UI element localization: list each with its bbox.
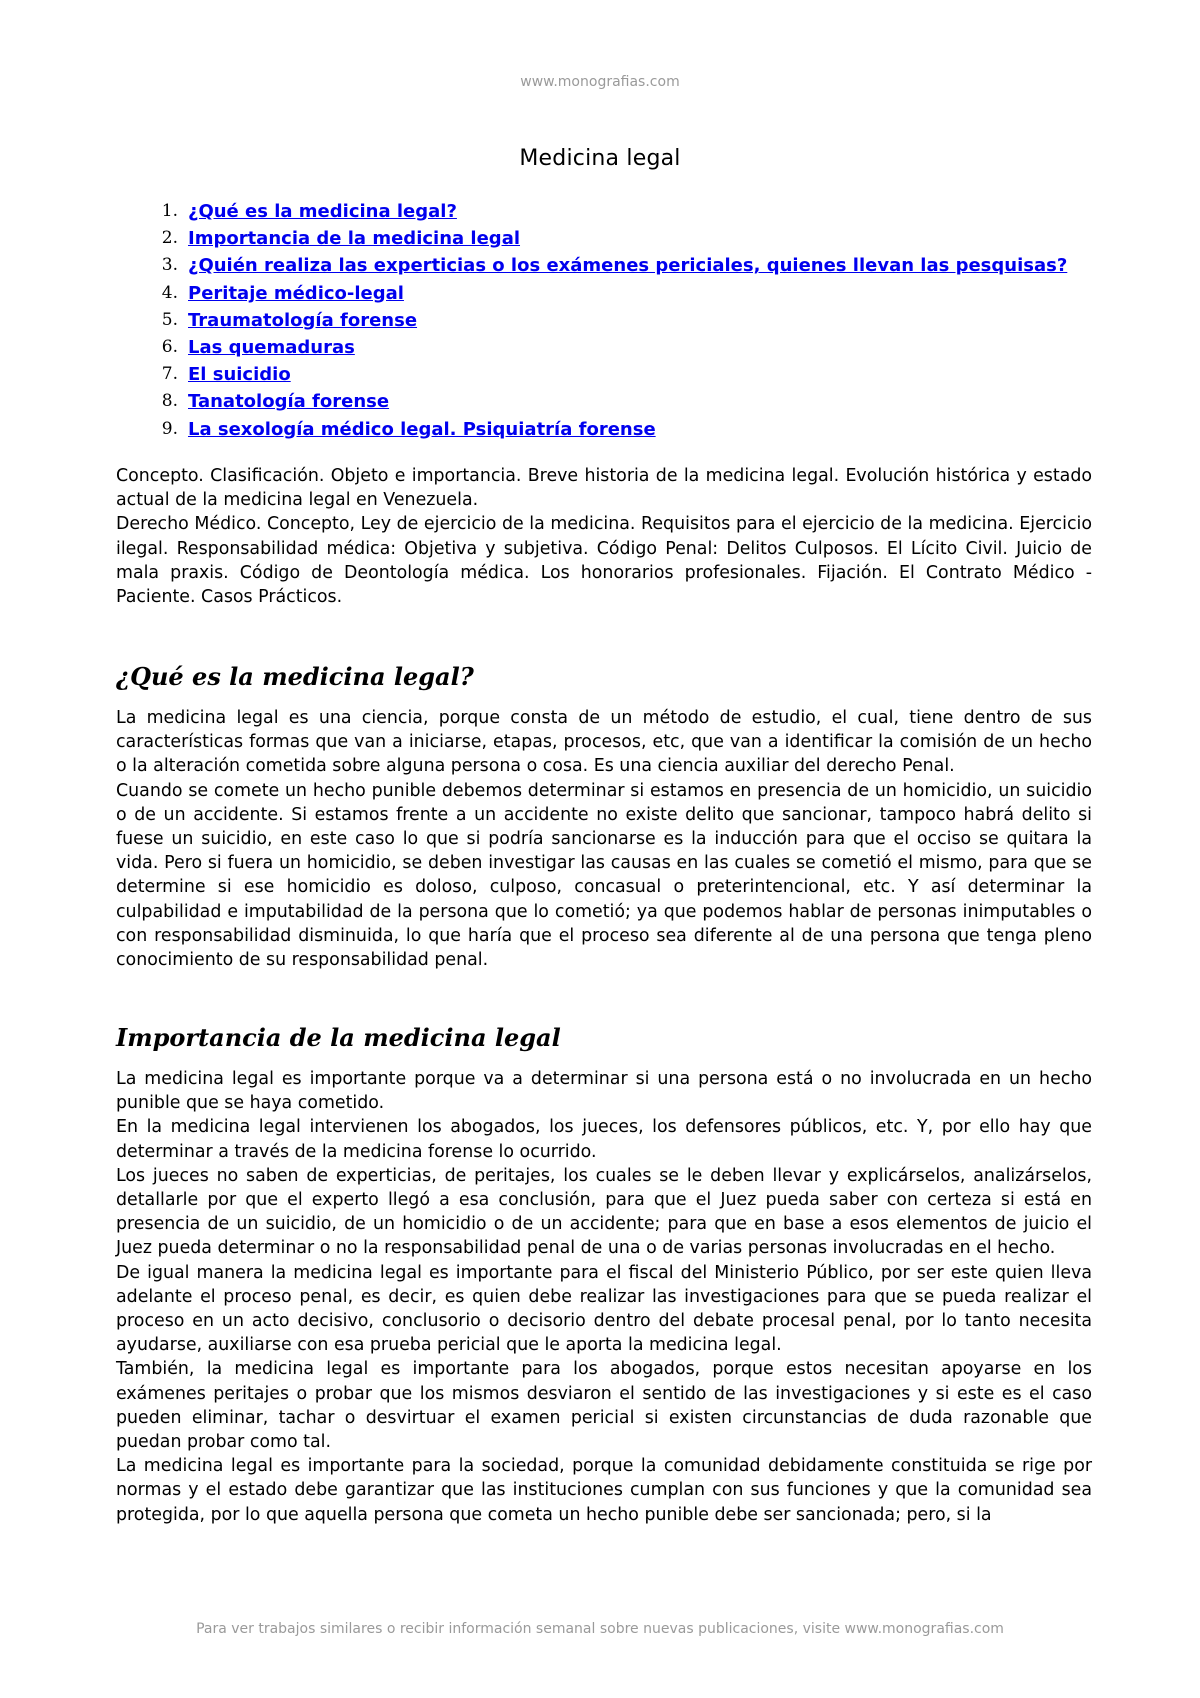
toc-link-quemaduras[interactable]: Las quemaduras bbox=[188, 336, 355, 358]
table-of-contents bbox=[128, 198, 1067, 443]
section-heading-que-es: ¿Qué es la medicina legal? bbox=[116, 662, 474, 691]
body-paragraph: Cuando se comete un hecho punible debemos determinar si estamos en presencia de un homicidio, un suicidio o de un accidente. Si estamos frente a un accidente no existe delito que sancionar, tampoco habrá delito si fuese un suicidio, en este caso lo que si podría sancionarse es la inducción para que el occiso se quitara la vida. Pero si fuera un homicidio, se deben investigar las causas en las cuales se cometió el mismo, para que se determine si ese homicidio es doloso, culposo, concasual o preterintencional, etc. Y así determinar la culpabilidad e imputabilidad de la persona que lo cometió; ya que podemos hablar de personas inimputables o con responsabilidad disminuida, lo que haría que el proceso sea diferente al de una persona que tenga pleno conocimiento de su responsabilidad penal. bbox=[116, 780, 1092, 971]
section-body-importancia bbox=[116, 1067, 1092, 1527]
toc-item bbox=[128, 252, 1067, 279]
toc-item bbox=[128, 416, 1067, 443]
toc-number: 4. bbox=[161, 282, 178, 303]
toc-item bbox=[128, 198, 1067, 225]
toc-number: 2. bbox=[161, 228, 178, 249]
toc-link-suicidio[interactable]: El suicidio bbox=[188, 364, 291, 386]
toc-link-quien-realiza[interactable]: ¿Quién realiza las experticias o los exámenes periciales, quienes llevan las pesquisas? bbox=[188, 255, 1068, 277]
intro-block bbox=[116, 464, 1092, 609]
body-paragraph: La medicina legal es importante porque va a determinar si una persona está o no involucrada en un hecho punible que se haya cometido. bbox=[116, 1069, 1092, 1114]
toc-link-que-es[interactable]: ¿Qué es la medicina legal? bbox=[188, 201, 457, 222]
toc-number: 5. bbox=[161, 309, 178, 330]
body-paragraph: Los jueces no saben de experticias, de peritajes, los cuales se le deben llevar y explicárselos, analizárselos, detallarle por que el experto llegó a esa conclusión, para que el Juez pueda saber con certeza si está en presencia de un suicidio, de un homicidio o de un accidente; para que en base a esos elementos de juicio el Juez pueda determinar o no la responsabilidad penal de una o de varias personas involucradas en el hecho. bbox=[116, 1165, 1092, 1259]
toc-link-traumatologia[interactable]: Traumatología forense bbox=[188, 309, 418, 331]
toc-number: 6. bbox=[161, 336, 178, 357]
toc-number: 7. bbox=[161, 364, 178, 385]
toc-link-sexologia[interactable]: La sexología médico legal. Psiquiatría forense bbox=[188, 418, 656, 440]
header-url: www.monografias.com bbox=[520, 74, 680, 90]
toc-number: 1. bbox=[161, 201, 178, 221]
body-paragraph: También, la medicina legal es importante para los abogados, porque estos necesitan apoyarse en los exámenes peritajes o probar que los mismos desviaron el sentido de las investigaciones y si este es el caso pueden eliminar, tachar o desvirtuar el examen pericial si existen circunstancias de duda razonable que puedan probar como tal. bbox=[116, 1359, 1092, 1453]
intro-paragraph: Concepto. Clasificación. Objeto e importancia. Breve historia de la medicina legal. Evolución histórica y estado actual de la medicina legal en Venezuela. bbox=[116, 466, 1092, 511]
toc-item bbox=[128, 334, 1067, 361]
document-title: Medicina legal bbox=[519, 146, 681, 171]
toc-item bbox=[128, 225, 1067, 252]
section-body-que-es bbox=[116, 706, 1092, 972]
toc-number: 3. bbox=[161, 255, 178, 276]
body-paragraph: La medicina legal es una ciencia, porque consta de un método de estudio, el cual, tiene dentro de sus características formas que van a iniciarse, etapas, procesos, etc, que van a identificar la comisión de un hecho o la alteración cometida sobre alguna persona o cosa. Es una ciencia auxiliar del derecho Penal. bbox=[116, 708, 1092, 777]
toc-link-importancia[interactable]: Importancia de la medicina legal bbox=[188, 228, 521, 250]
toc-item bbox=[128, 361, 1067, 388]
body-paragraph: En la medicina legal intervienen los abogados, los jueces, los defensores públicos, etc. Y, por ello hay que determinar a través de la medicina forense lo ocurrido. bbox=[116, 1117, 1092, 1162]
toc-item bbox=[128, 307, 1067, 334]
footer-text: Para ver trabajos similares o recibir información semanal sobre nuevas publicaciones, visite www.monografias.com bbox=[196, 1621, 1004, 1637]
section-heading-importancia: Importancia de la medicina legal bbox=[116, 1023, 561, 1052]
toc-link-peritaje[interactable]: Peritaje médico-legal bbox=[188, 282, 404, 304]
toc-item bbox=[128, 388, 1067, 415]
toc-number: 9. bbox=[161, 418, 178, 439]
body-paragraph: La medicina legal es importante para la sociedad, porque la comunidad debidamente constituida se rige por normas y el estado debe garantizar que las instituciones cumplan con sus funciones y que la comunidad sea protegida, por lo que aquella persona que cometa un hecho punible debe ser sancionada; pero, si la bbox=[116, 1456, 1092, 1525]
toc-number: 8. bbox=[161, 391, 178, 412]
toc-item bbox=[128, 280, 1067, 307]
toc-link-tanatologia[interactable]: Tanatología forense bbox=[188, 391, 390, 413]
intro-paragraph: Derecho Médico. Concepto, Ley de ejercicio de la medicina. Requisitos para el ejercicio de la medicina. Ejercicio ilegal. Responsabilidad médica: Objetiva y subjetiva. Código Penal: Delitos Culposos. El Lícito Civil. Juicio de mala praxis. Código de Deontología médica. Los honorarios profesionales. Fijación. El Contrato Médico - Paciente. Casos Prácticos. bbox=[116, 514, 1092, 608]
body-paragraph: De igual manera la medicina legal es importante para el fiscal del Ministerio Público, por ser este quien lleva adelante el proceso penal, es decir, es quien debe realizar las investigaciones para que se pueda realizar el proceso en un acto decisivo, conclusorio o decisorio dentro del debate procesal penal, por lo tanto necesita ayudarse, auxiliarse con esa prueba pericial que le aporta la medicina legal. bbox=[116, 1262, 1092, 1356]
